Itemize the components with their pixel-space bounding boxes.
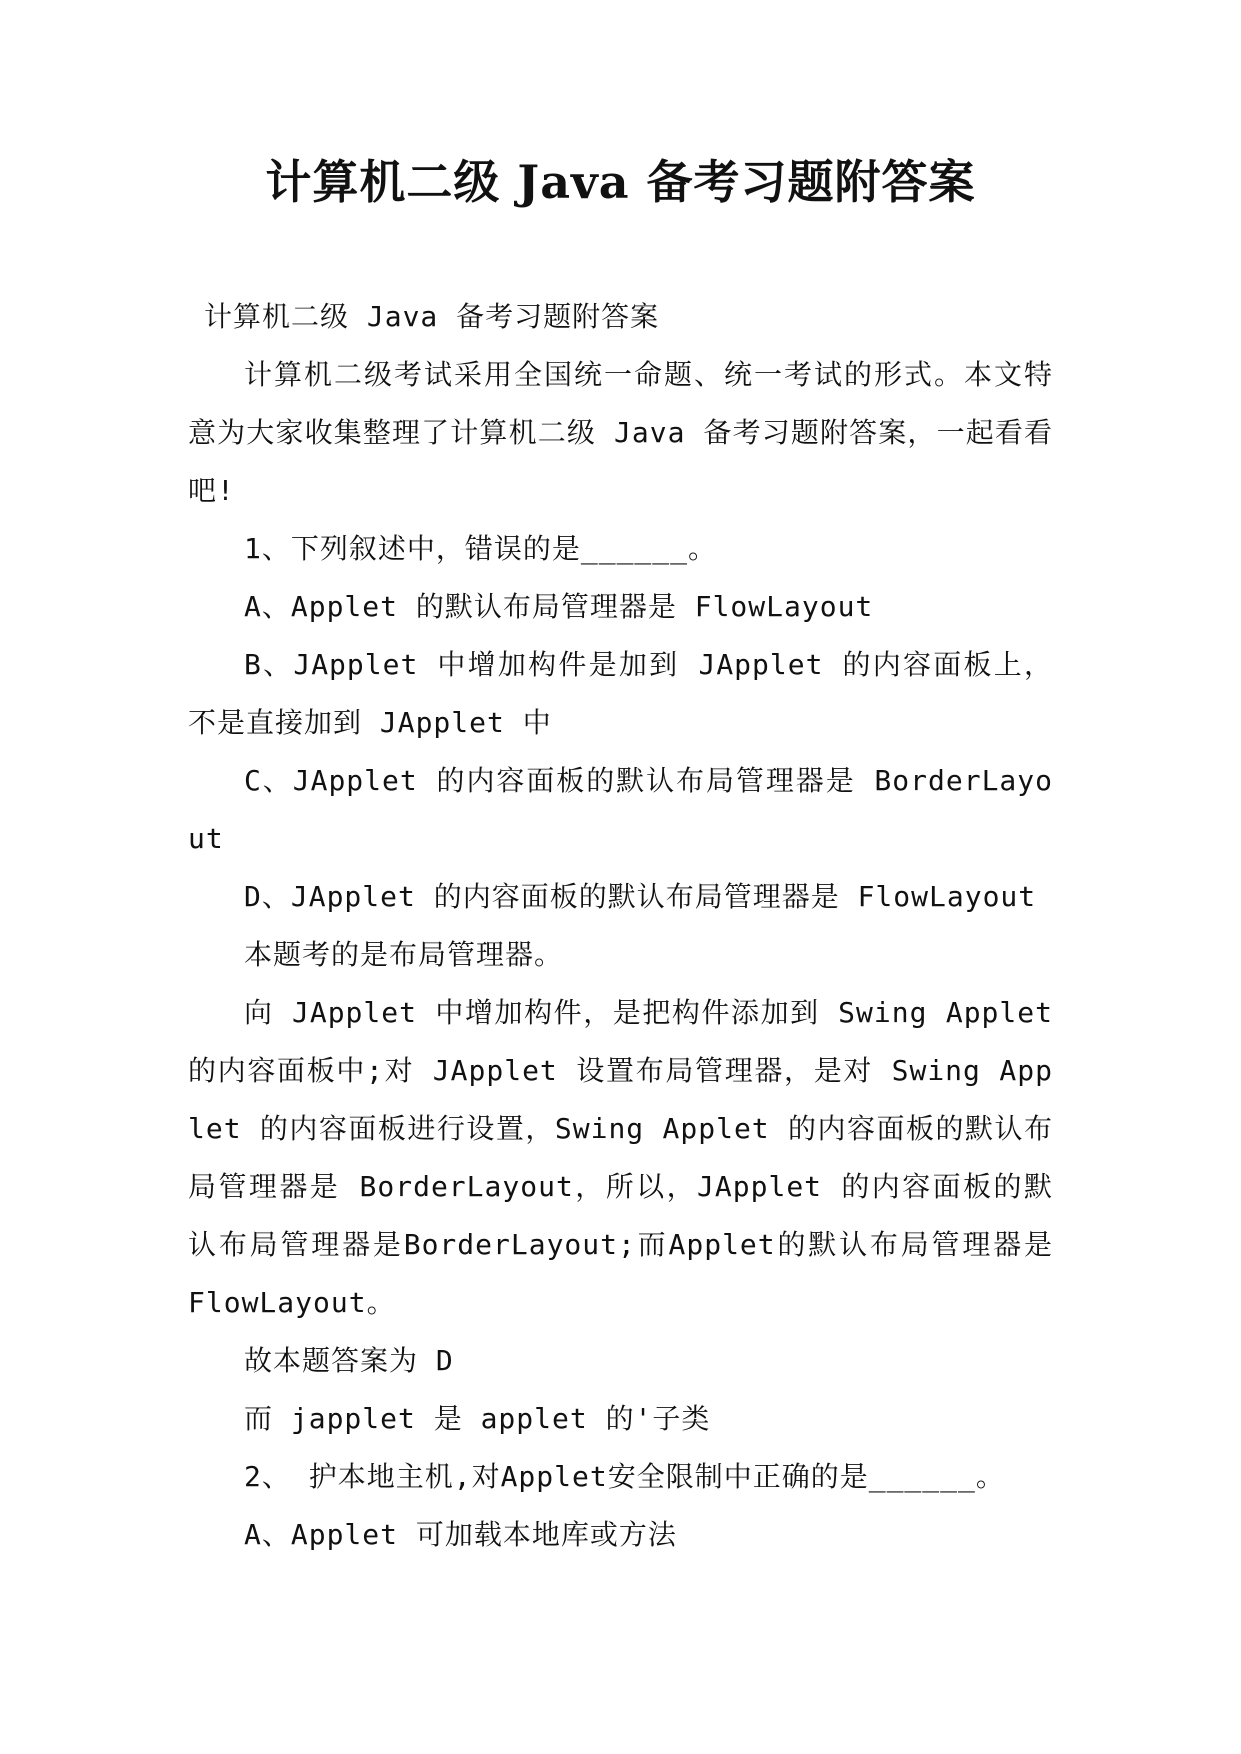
question-1-option-d: D、JApplet 的内容面板的默认布局管理器是 FlowLayout [244,880,1037,913]
question-2: 2、 护本地主机,对Applet安全限制中正确的是______。 [244,1460,1005,1493]
question-1: 1、下列叙述中，错误的是______。 [244,532,718,565]
question-1-option-b: B、JApplet 中增加构件是加到 JApplet 的内容面板上，不是直接加到 JApplet 中 [188,648,1053,739]
explanation-detail: 向 JApplet 中增加构件，是把构件添加到 Swing Applet 的内容面板中;对 JApplet 设置布局管理器，是对 Swing Applet 的内容面板进行设置，Swing Applet 的内容面板的默认布局管理器是 BorderLayout，所以，JApplet 的内容面板的默认布局管理器是BorderLayout;而Applet的默认布局管理器是 FlowLayout。 [188,996,1053,1319]
document-title: 计算机二级 Java 备考习题附答案 [265,155,976,209]
paragraph-intro: 计算机二级考试采用全国统一命题、统一考试的形式。本文特意为大家收集整理了计算机二级 Java 备考习题附答案，一起看看吧! [188,358,1053,507]
answer-line: 故本题答案为 D [244,1344,454,1377]
explanation-topic: 本题考的是布局管理器。 [244,938,564,971]
paragraph-subtitle: 计算机二级 Java 备考习题附答案 [204,300,660,333]
note-line: 而 japplet 是 applet 的'子类 [244,1402,711,1435]
document-body [188,288,1053,1564]
question-1-option-c: C、JApplet 的内容面板的默认布局管理器是 BorderLayout [188,764,1053,855]
question-2-option-a: A、Applet 可加载本地库或方法 [244,1518,677,1551]
question-1-option-a: A、Applet 的默认布局管理器是 FlowLayout [244,590,874,623]
